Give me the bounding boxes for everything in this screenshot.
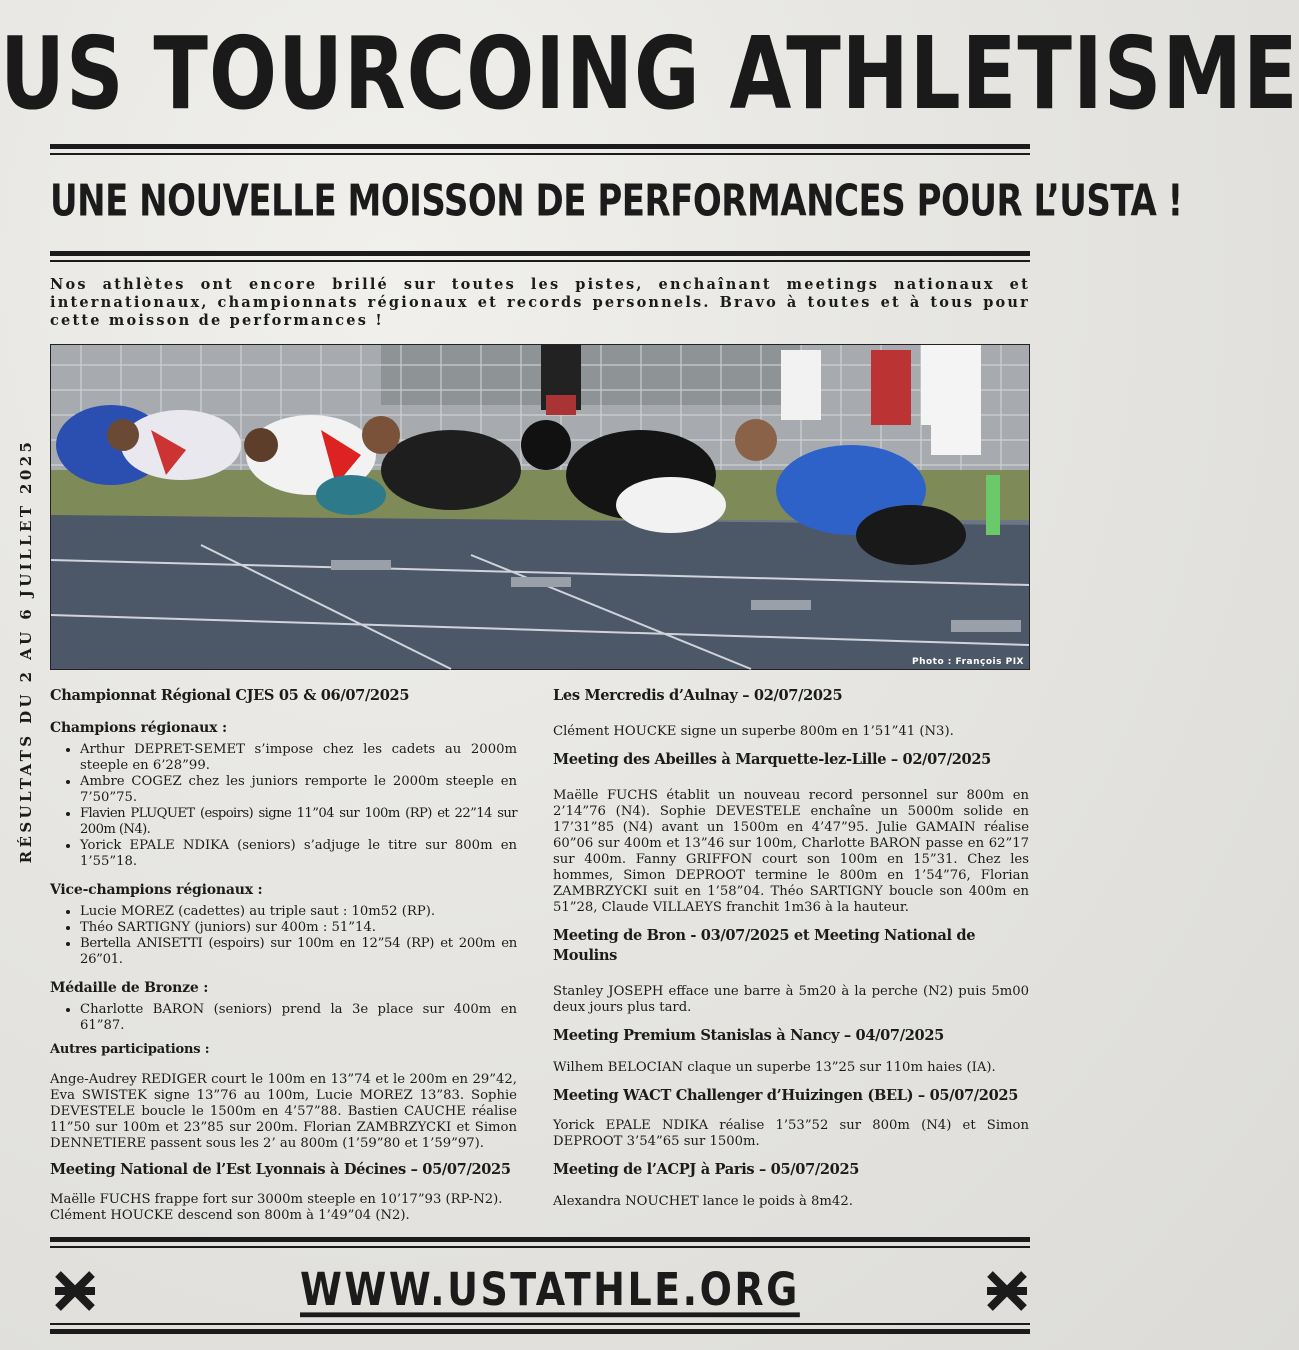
section-title: Meeting de Bron - 03/07/2025 et Meeting National de Moulins: [553, 927, 976, 964]
vice-champions-list: [50, 904, 517, 968]
photo-credit: Photo : François PIX: [911, 657, 1024, 667]
bottom-rule-thin: [50, 1323, 1030, 1325]
list-item: • Bertella ANISETTI (espoirs) sur 100m en 12”54 (RP) et 200m en 26”01.: [80, 936, 517, 968]
list-item: • Arthur DEPRET-SEMET s’impose chez les cadets au 2000m steeple en 6’28”99.: [80, 742, 517, 774]
subsection-title: Vice-champions régionaux :: [50, 882, 263, 898]
headline: UNE NOUVELLE MOISSON DE PERFORMANCES POUR L’USTA !: [50, 176, 1183, 228]
date-sidebar: [10, 438, 42, 864]
section-title: Championnat Régional CJES 05 & 06/07/2025: [50, 687, 410, 704]
paragraph: Maëlle FUCHS établit un nouveau record personnel sur 800m en 2’14”76 (N4). Sophie DEVESTELE enchaîne un 5000m solide en 17’31”85 (N4) avant un 1500m en 4’47”95. Julie GAMAIN réalise 60”06 sur 400m et 13”46 sur 100m, Charlotte BARON passe en 62”17 sur 400m. Fanny GRIFFON court son 100m en 15”31. Chez les hommes, Simon DEPROOT termine le 800m en 1’54”76, Florian ZAMBRZYCKI suit en 1’58”04. Théo SARTIGNY boucle son 400m en 51”28, Claude VILLAEYS franchit 1m36 à la hauteur.: [553, 788, 1029, 915]
subsection-title: Médaille de Bronze :: [50, 980, 209, 996]
bronze-list: [50, 1002, 517, 1034]
asterisk-star-icon: [52, 1268, 98, 1314]
sprinters-photo: [50, 344, 1030, 670]
paragraph: Wilhem BELOCIAN claque un superbe 13”25 sur 110m haies (IA).: [553, 1060, 996, 1075]
list-item: • Flavien PLUQUET (espoirs) signe 11”04 sur 100m (RP) et 22”14 sur 200m (N4).: [80, 806, 517, 838]
paragraph: Clément HOUCKE descend son 800m à 1’49”04 (N2).: [50, 1208, 410, 1223]
list-item: • Ambre COGEZ chez les juniors remporte le 2000m steeple en 7’50”75.: [80, 774, 517, 806]
list-item: • Lucie MOREZ (cadettes) au triple saut : 10m52 (RP).: [80, 904, 517, 920]
website-link[interactable]: WWW.USTATHLE.ORG: [300, 1263, 800, 1316]
paragraph: Clément HOUCKE signe un superbe 800m en 1’51”41 (N3).: [553, 724, 954, 739]
list-item: • Charlotte BARON (seniors) prend la 3e place sur 400m en 61”87.: [80, 1002, 517, 1034]
paragraph: Stanley JOSEPH efface une barre à 5m20 à la perche (N2) puis 5m00 deux jours plus tard.: [553, 984, 1029, 1015]
masthead-title: US TOURCOING ATHLETISME: [0, 15, 1299, 132]
paragraph: Maëlle FUCHS frappe fort sur 3000m steeple en 10’17”93 (RP-N2).: [50, 1192, 503, 1207]
paragraph: Alexandra NOUCHET lance le poids à 8m42.: [553, 1194, 853, 1209]
footer-rule-thick: [50, 1237, 1030, 1242]
masthead-rule-thick: [50, 144, 1030, 149]
intro-paragraph: Nos athlètes ont encore brillé sur toutes les pistes, enchaînant meetings nationaux et internationaux, championnats régionaux et records personnels. Bravo à toutes et à tous pour cette moisson de performances !: [50, 276, 1030, 329]
subsection-title: Champions régionaux :: [50, 720, 227, 736]
list-item: • Yorick EPALE NDIKA (seniors) s’adjuge le titre sur 800m en 1’55”18.: [80, 838, 517, 870]
section-title: Les Mercredis d’Aulnay – 02/07/2025: [553, 687, 843, 704]
paragraph: Ange-Audrey REDIGER court le 100m en 13”74 et le 200m en 29”42, Eva SWISTEK signe 13”76 au 100m, Lucie MOREZ 13”83. Sophie DEVESTELE boucle le 1500m en 4’57”88. Bastien CAUCHE réalise 11”50 sur 100m et 23”85 sur 200m. Florian ZAMBRZYCKI et Simon DENNETIERE passent sous les 2’ au 800m (1’59”80 et 1’59”97).: [50, 1072, 517, 1151]
section-title: Meeting des Abeilles à Marquette-lez-Lille – 02/07/2025: [553, 751, 991, 768]
list-item: • Théo SARTIGNY (juniors) sur 400m : 51”14.: [80, 920, 517, 936]
headline-rule-thick: [50, 251, 1030, 256]
paragraph: Yorick EPALE NDIKA réalise 1’53”52 sur 800m (N4) et Simon DEPROOT 3’54”65 sur 1500m.: [553, 1118, 1029, 1149]
right-column: [553, 686, 1029, 1210]
sprinters-illustration: [51, 345, 1029, 669]
asterisk-star-icon: [984, 1268, 1030, 1314]
footer-rule-thin: [50, 1246, 1030, 1248]
masthead-rule-thin: [50, 153, 1030, 155]
section-title: Meeting Premium Stanislas à Nancy – 04/07/2025: [553, 1027, 944, 1044]
section-title: Meeting WACT Challenger d’Huizingen (BEL) – 05/07/2025: [553, 1087, 1018, 1104]
section-title: Meeting National de l’Est Lyonnais à Décines – 05/07/2025: [50, 1161, 511, 1178]
bottom-rule-thick: [50, 1329, 1030, 1334]
left-column: [50, 686, 517, 1224]
section-title: Meeting de l’ACPJ à Paris – 05/07/2025: [553, 1161, 860, 1178]
headline-rule-thin: [50, 260, 1030, 262]
champions-list: [50, 742, 517, 870]
date-sidebar-text: RÉSULTATS DU 2 AU 6 JUILLET 2025: [17, 438, 35, 864]
subsection-title: Autres participations :: [50, 1042, 210, 1057]
